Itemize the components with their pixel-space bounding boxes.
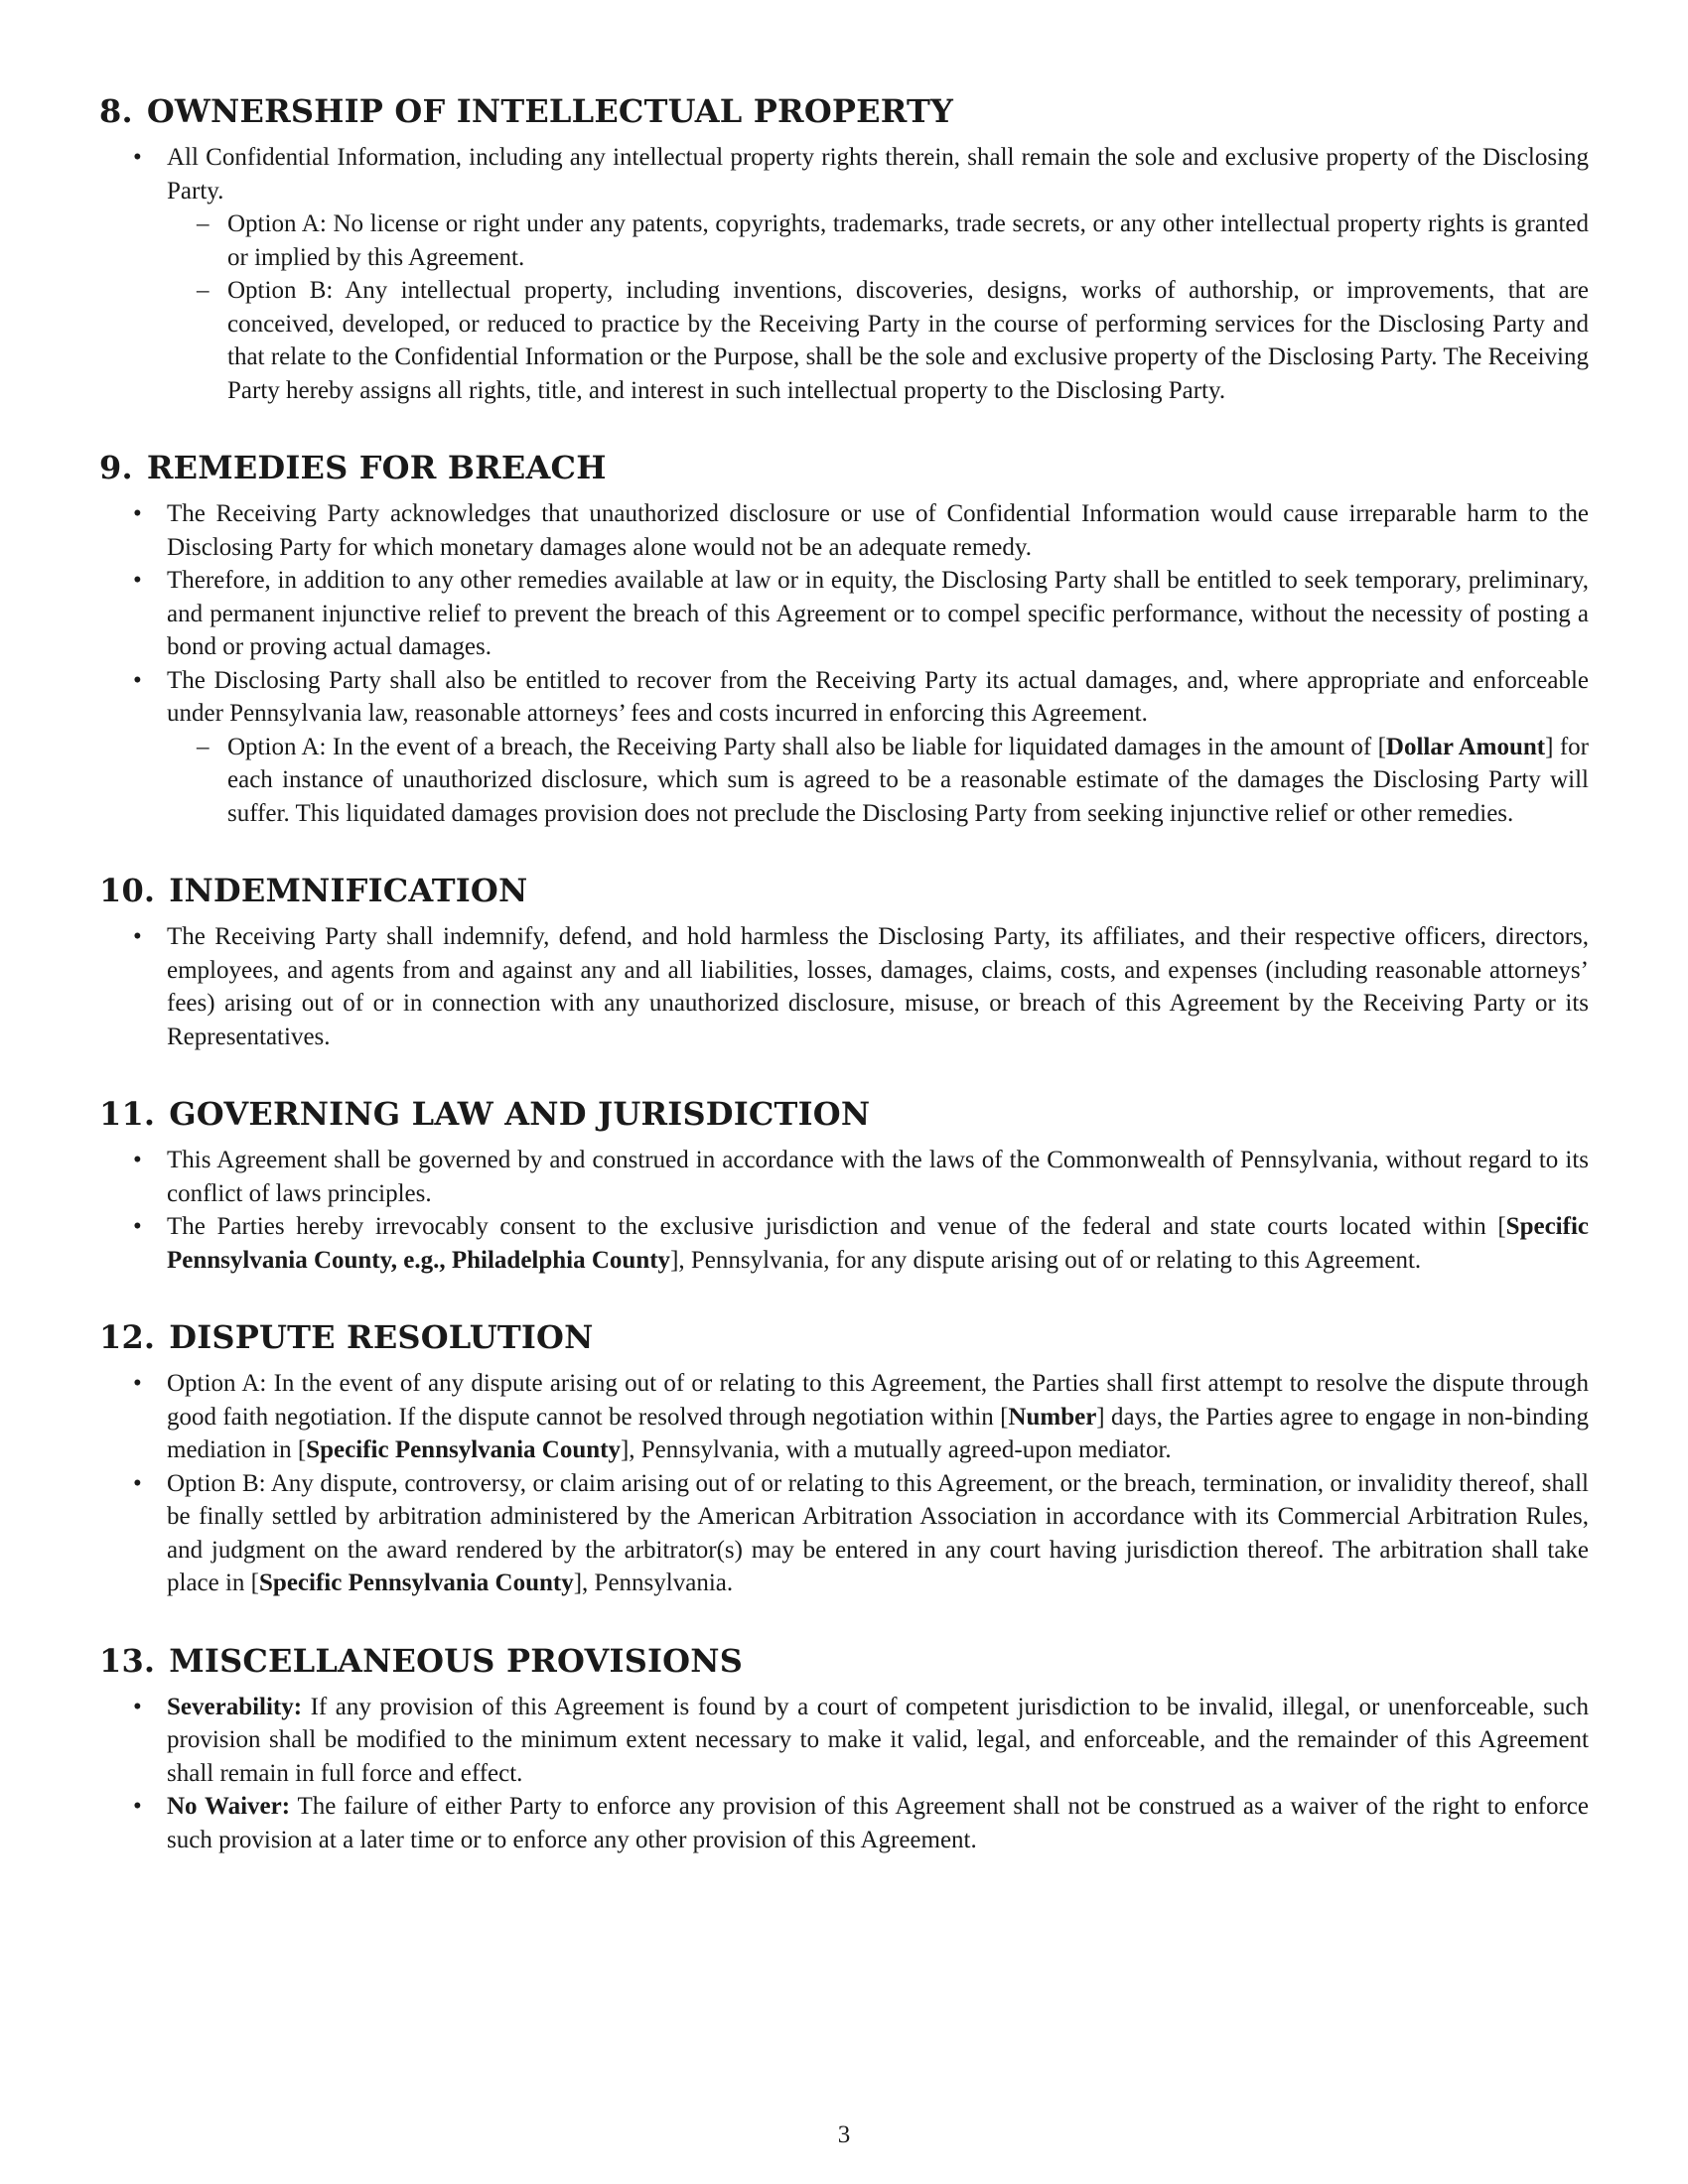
- item-text: ], Pennsylvania, for any dispute arising out of or relating to this Agreement.: [670, 1246, 1422, 1274]
- item-text: The failure of either Party to enforce any provision of this Agreement shall not be construed as a waiver of the right to enforce such provision at a later time or to enforce any other provision of this Agreement.: [167, 1793, 1589, 1853]
- sub-item-text: ] for each instance of unauthorized disclosure, which sum is agreed to be a reasonable estimate of the damages the Disclosing Party will suffer. This liquidated damages provision does not preclude the Disclosing Party from seeking injunctive relief or other remedies.: [227, 733, 1590, 827]
- item-text: The Disclosing Party shall also be entitled to recover from the Receiving Party its actual damages, and, where appropriate and enforceable under Pennsylvania law, reasonable attorneys’ fees and costs incurred in enforcing this Agreement.: [167, 666, 1589, 727]
- sub-item-text: Option B: Any intellectual property, including inventions, discoveries, designs, works of authorship, or improvements, that are conceived, developed, or reduced to practice by the Receiving Party in the course of performing services for the Disclosing Party and that relate to the Confidential Information or the Purpose, shall be the sole and exclusive property of the Disclosing Party. The Receiving Party hereby assigns all rights, title, and interest in such intellectual property to the Disclosing Party.: [227, 277, 1589, 404]
- section-ownership-ip: [99, 87, 1589, 407]
- document-page: [99, 87, 1589, 1893]
- list-item: [99, 664, 1589, 831]
- placeholder-county: Specific Pennsylvania County: [306, 1436, 621, 1463]
- list-item-option-b: [99, 1467, 1589, 1600]
- placeholder-number: Number: [1008, 1403, 1097, 1431]
- list-item-no-waiver: [99, 1790, 1589, 1856]
- placeholder-dollar-amount: Dollar Amount: [1385, 733, 1546, 760]
- sub-item-option-a: [167, 731, 1589, 831]
- section-remedies: [99, 444, 1589, 830]
- section-indemnification: [99, 867, 1589, 1053]
- section-number: 12.: [99, 1318, 156, 1356]
- item-text: The Receiving Party acknowledges that unauthorized disclosure or use of Confidential Information would cause irreparable harm to the Disclosing Party for which monetary damages alone would not be an adequate remedy.: [167, 500, 1589, 561]
- sub-item-option-b: [167, 274, 1589, 407]
- section-heading: [99, 1090, 1589, 1138]
- section-title: REMEDIES FOR BREACH: [146, 449, 607, 486]
- list-item: [99, 920, 1589, 1053]
- section-number: 11.: [99, 1095, 156, 1133]
- item-text: All Confidential Information, including any intellectual property rights therein, shall remain the sole and exclusive property of the Disclosing Party.: [167, 144, 1589, 205]
- section-title: DISPUTE RESOLUTION: [169, 1318, 594, 1356]
- sub-item-text: Option A: No license or right under any patents, copyrights, trademarks, trade secrets, or any other intellectual property rights is granted or implied by this Agreement.: [227, 210, 1589, 271]
- section-miscellaneous: [99, 1637, 1589, 1857]
- section-title: GOVERNING LAW AND JURISDICTION: [169, 1095, 871, 1133]
- list-item-option-a: [99, 1367, 1589, 1467]
- section-heading: [99, 867, 1589, 914]
- item-text: The Receiving Party shall indemnify, defend, and hold harmless the Disclosing Party, its affiliates, and their respective officers, directors, employees, and agents from and against any and all liabilities, losses, damages, claims, costs, and expenses (including reasonable attorneys’ fees) arising out of or in connection with any unauthorized disclosure, misuse, or breach of this Agreement by the Receiving Party or its Representatives.: [167, 923, 1589, 1050]
- item-text: ], Pennsylvania, with a mutually agreed-upon mediator.: [620, 1436, 1172, 1463]
- sub-item-text: Option A: In the event of a breach, the Receiving Party shall also be liable for liquidated damages in the amount of [: [227, 733, 1386, 760]
- section-heading: [99, 1637, 1589, 1685]
- item-text: ], Pennsylvania.: [573, 1570, 734, 1596]
- list-item-severability: [99, 1691, 1589, 1791]
- list-item: [99, 141, 1589, 407]
- item-text: This Agreement shall be governed by and construed in accordance with the laws of the Commonwealth of Pennsylvania, without regard to its conflict of laws principles.: [167, 1147, 1589, 1207]
- sub-item-option-a: [167, 207, 1589, 274]
- list-item: [99, 564, 1589, 664]
- page-number: 3: [837, 2121, 851, 2148]
- list-item: [99, 497, 1589, 564]
- item-text: Option B: Any dispute, controversy, or claim arising out of or relating to this Agreement, or the breach, termination, or invalidity thereof, shall be finally settled by arbitration administered by the American Arbitration Association in accordance with its Commercial Arbitration Rules, and judgment on the award rendered by the arbitrator(s) may be entered in any court having jurisdiction thereof. The arbitration shall take place in [: [167, 1469, 1589, 1596]
- section-heading: [99, 1313, 1589, 1361]
- item-text: Option A: In the event of any dispute arising out of or relating to this Agreement, the Parties shall first attempt to resolve the dispute through good faith negotiation. If the dispute cannot be resolved through negotiation within [: [167, 1370, 1589, 1431]
- section-title: INDEMNIFICATION: [169, 872, 528, 909]
- section-heading: [99, 87, 1589, 135]
- item-text: If any provision of this Agreement is found by a court of competent jurisdiction to be invalid, illegal, or unenforceable, such provision shall be modified to the minimum extent necessary to make it valid, legal, and enforceable, and the remainder of this Agreement shall remain in full force and effect.: [167, 1693, 1589, 1787]
- list-item: [99, 1144, 1589, 1210]
- list-item: [99, 1210, 1589, 1277]
- section-number: 9.: [99, 449, 133, 486]
- section-number: 13.: [99, 1641, 156, 1680]
- item-label: Severability:: [167, 1693, 303, 1720]
- placeholder-county: Specific Pennsylvania County, e.g., Philadelphia County: [167, 1213, 1589, 1274]
- placeholder-county: Specific Pennsylvania County: [259, 1570, 574, 1596]
- section-heading: [99, 444, 1589, 491]
- section-dispute-resolution: [99, 1313, 1589, 1600]
- section-number: 8.: [99, 92, 133, 130]
- section-title: OWNERSHIP OF INTELLECTUAL PROPERTY: [146, 92, 954, 130]
- section-title: MISCELLANEOUS PROVISIONS: [169, 1641, 744, 1680]
- item-text: The Parties hereby irrevocably consent to the exclusive jurisdiction and venue of the federal and state courts located within [: [167, 1213, 1506, 1240]
- item-label: No Waiver:: [167, 1793, 291, 1820]
- section-number: 10.: [99, 872, 156, 909]
- item-text: ] days, the Parties agree to engage in non-binding mediation in [: [167, 1403, 1589, 1463]
- item-text: Therefore, in addition to any other remedies available at law or in equity, the Disclosing Party shall be entitled to seek temporary, preliminary, and permanent injunctive relief to prevent the breach of this Agreement or to compel specific performance, without the necessity of posting a bond or proving actual damages.: [167, 567, 1589, 660]
- section-governing-law: [99, 1090, 1589, 1277]
